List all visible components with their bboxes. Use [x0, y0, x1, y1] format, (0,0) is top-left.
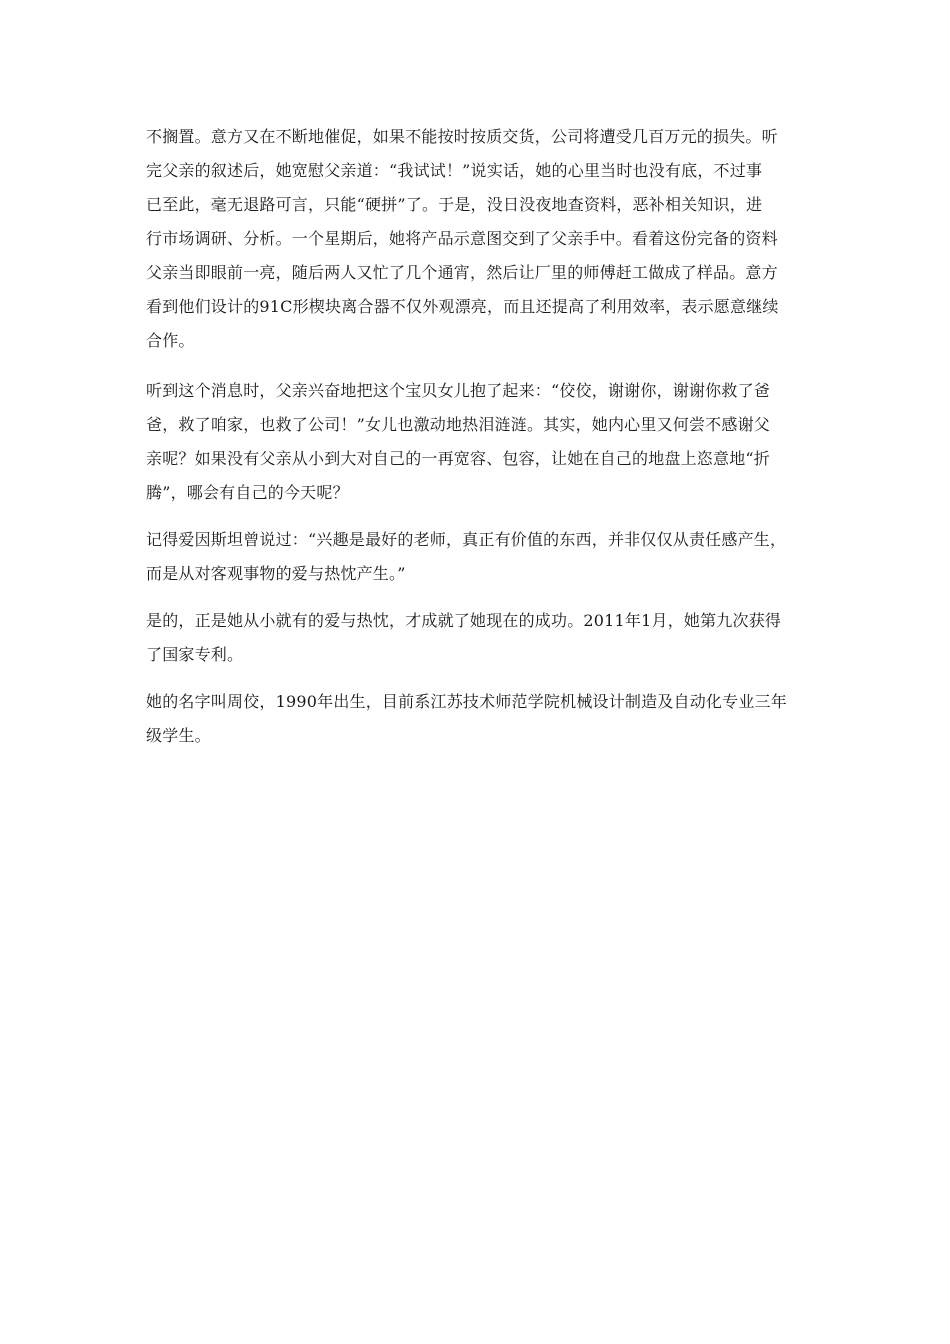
document-body	[146, 120, 811, 766]
text-line: 完父亲的叙述后，她宽慰父亲道：“我试试！”说实话，她的心里当时也没有底，不过事	[146, 161, 763, 180]
text-line: 而是从对客观事物的爱与热忱产生。”	[146, 564, 406, 583]
text-line: 爸，救了咱家，也救了公司！”女儿也激动地热泪涟涟。其实，她内心里又何尝不感谢父	[146, 415, 770, 434]
text-line: 听到这个消息时，父亲兴奋地把这个宝贝女儿抱了起来：“佼佼，谢谢你，谢谢你救了爸	[146, 381, 770, 400]
text-line: 亲呢？如果没有父亲从小到大对自己的一再宽容、包容，让她在自己的地盘上恣意地“折	[146, 449, 770, 468]
text-line: 已至此，毫无退路可言，只能“硬拼”了。于是，没日没夜地查资料，恶补相关知识，进	[146, 195, 763, 214]
text-line: 合作。	[146, 331, 195, 350]
paragraph-3	[146, 523, 811, 591]
text-line: 行市场调研、分析。一个星期后，她将产品示意图交到了父亲手中。看着这份完备的资料	[146, 229, 778, 248]
text-line: 是的，正是她从小就有的爱与热忱，才成就了她现在的成功。2011年1月，她第九次获得	[146, 611, 782, 630]
paragraph-1	[146, 120, 811, 358]
text-line: 记得爱因斯坦曾说过：“兴趣是最好的老师，真正有价值的东西，并非仅仅从责任感产生，	[146, 530, 787, 549]
paragraph-5	[146, 685, 811, 753]
text-line: 看到他们设计的91C形楔块离合器不仅外观漂亮，而且还提高了利用效率，表示愿意继续	[146, 297, 779, 316]
text-line: 父亲当即眼前一亮，随后两人又忙了几个通宵，然后让厂里的师傅赶工做成了样品。意方	[146, 263, 778, 282]
text-line: 了国家专利。	[146, 645, 244, 664]
paragraph-2	[146, 374, 811, 510]
text-line: 腾”，哪会有自己的今天呢？	[146, 483, 349, 502]
text-line: 她的名字叫周佼，1990年出生，目前系江苏技术师范学院机械设计制造及自动化专业三年	[146, 692, 787, 711]
text-line: 级学生。	[146, 726, 211, 745]
paragraph-4	[146, 604, 811, 672]
text-line: 不搁置。意方又在不断地催促，如果不能按时按质交货，公司将遭受几百万元的损失。听	[146, 127, 778, 146]
